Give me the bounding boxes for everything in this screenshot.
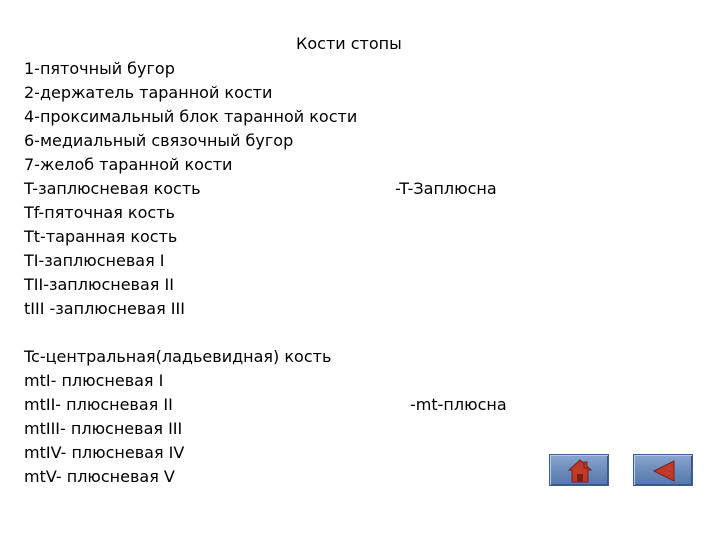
list-item: T-заплюсневая кость <box>24 179 201 198</box>
list-item: 6-медиальный связочный бугор <box>24 131 294 150</box>
list-item: mtII- плюсневая II <box>24 395 173 414</box>
tarsus-note: -T-Заплюсна <box>395 179 497 198</box>
list-item: TI-заплюсневая I <box>24 251 165 270</box>
list-item: 2-держатель таранной кости <box>24 83 273 102</box>
list-item: mtI- плюсневая I <box>24 371 164 390</box>
list-item: Tc-центральная(ладьевидная) кость <box>24 347 332 366</box>
list-item: mtV- плюсневая V <box>24 467 175 486</box>
tarsus-legend-list <box>24 57 357 321</box>
list-item: TII-заплюсневая II <box>24 275 174 294</box>
list-item: mtIII- плюсневая III <box>24 419 183 438</box>
home-icon <box>550 455 610 487</box>
triangle-left-icon <box>634 455 694 487</box>
list-item: tIII -заплюсневая III <box>24 299 185 318</box>
list-item: mtIV- плюсневая IV <box>24 443 185 462</box>
metatarsus-legend-list <box>24 345 331 489</box>
list-item: 7-желоб таранной кости <box>24 155 233 174</box>
list-item: 1-пяточный бугор <box>24 59 175 78</box>
list-item: Tt-таранная кость <box>24 227 178 246</box>
list-item: 4-проксимальный блок таранной кости <box>24 107 358 126</box>
list-item: Tf-пяточная кость <box>24 203 175 222</box>
metatarsus-note: -mt-плюсна <box>410 395 507 414</box>
home-button[interactable] <box>549 454 609 486</box>
back-button[interactable] <box>633 454 693 486</box>
slide-title: Кости стопы <box>296 34 402 53</box>
